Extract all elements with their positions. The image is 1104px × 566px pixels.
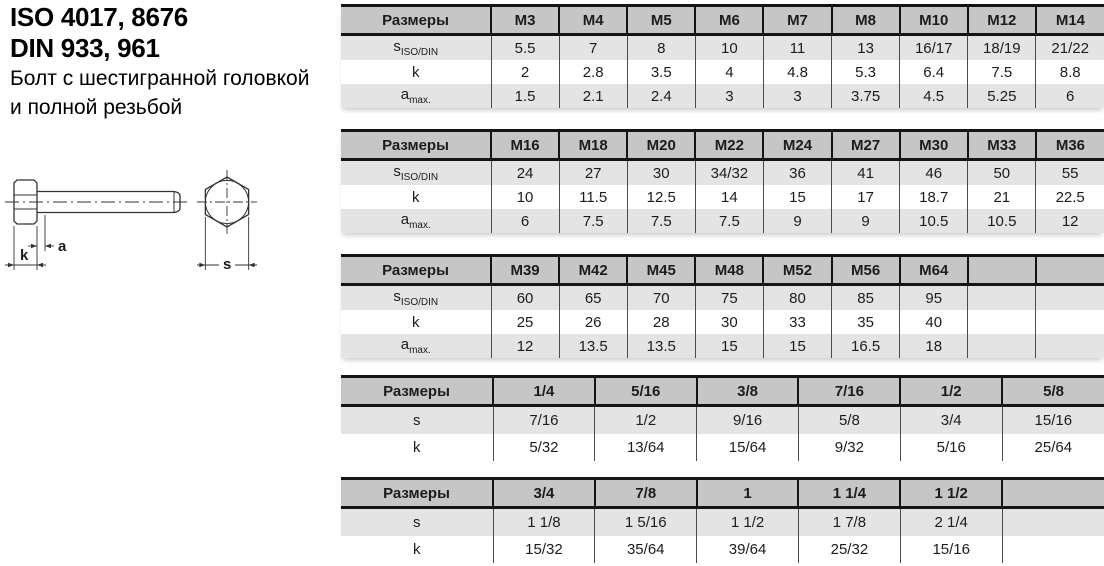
title-block <box>10 2 309 122</box>
standard-iso-title: ISO 4017, 8676 <box>10 2 188 32</box>
value-cell: 7 <box>559 35 627 61</box>
value-cell: 10.5 <box>900 209 968 233</box>
dimension-a-label: a <box>58 238 67 255</box>
size-header-cell: 1 1/2 <box>900 479 1002 508</box>
value-cell: 8 <box>627 35 695 61</box>
value-cell: 18 <box>900 334 968 358</box>
value-cell: 12.5 <box>627 185 695 209</box>
size-header-cell: M33 <box>968 131 1036 160</box>
value-cell: 5/16 <box>900 434 1002 461</box>
size-header-cell: M6 <box>695 6 763 35</box>
value-cell <box>968 285 1036 311</box>
arrowhead <box>199 263 205 268</box>
value-cell: 22.5 <box>1036 185 1104 209</box>
header-row <box>341 131 1104 160</box>
spec-row-s <box>341 406 1104 435</box>
size-header-cell: M18 <box>559 131 627 160</box>
value-cell: 2.4 <box>627 84 695 108</box>
row-label-cell: k <box>341 310 491 334</box>
value-cell: 4 <box>695 60 763 84</box>
value-cell: 9/32 <box>798 434 900 461</box>
row-label-cell: $a_{max.}$ <box>341 209 491 233</box>
value-cell: 7/16 <box>493 406 595 435</box>
table-metric-m16-m36 <box>341 129 1104 233</box>
value-cell: 15/16 <box>900 536 1002 563</box>
value-cell: 9 <box>763 209 831 233</box>
value-cell: 1 1/2 <box>697 508 799 537</box>
arrowhead <box>37 263 43 268</box>
value-cell: 2.1 <box>559 84 627 108</box>
value-cell: 2 <box>491 60 559 84</box>
value-cell: 33 <box>763 310 831 334</box>
value-cell: 46 <box>900 160 968 186</box>
value-cell: 70 <box>627 285 695 311</box>
size-header-cell: M52 <box>763 256 831 285</box>
value-cell: 1.5 <box>491 84 559 108</box>
value-cell: 16/17 <box>900 35 968 61</box>
value-cell: 1 7/8 <box>798 508 900 537</box>
value-cell: 5.25 <box>968 84 1036 108</box>
value-cell: 40 <box>900 310 968 334</box>
value-cell: 25/64 <box>1002 434 1104 461</box>
size-header-cell: M30 <box>900 131 968 160</box>
row-label-cell: k <box>341 434 493 461</box>
value-cell: 39/64 <box>697 536 799 563</box>
value-cell: 55 <box>1036 160 1104 186</box>
size-header-cell: M10 <box>900 6 968 35</box>
value-cell: 4.5 <box>900 84 968 108</box>
value-cell: 3/4 <box>900 406 1002 435</box>
row-label-cell: $s_{ISO/DIN}$ <box>341 160 491 186</box>
value-cell: 10.5 <box>968 209 1036 233</box>
value-cell: 26 <box>559 310 627 334</box>
size-header-cell <box>1036 256 1104 285</box>
bolt-side-view <box>5 180 190 224</box>
row-label-cell: k <box>341 536 493 563</box>
value-cell: 15/32 <box>493 536 595 563</box>
value-cell: 6 <box>1036 84 1104 108</box>
dimensions-header-cell: Размеры <box>341 479 493 508</box>
value-cell: 13.5 <box>559 334 627 358</box>
value-cell: 3.75 <box>832 84 900 108</box>
size-header-cell: M48 <box>695 256 763 285</box>
value-cell: 13.5 <box>627 334 695 358</box>
size-header-cell: M64 <box>900 256 968 285</box>
dimensions-header-cell: Размеры <box>341 131 491 160</box>
size-header-cell: M14 <box>1036 6 1104 35</box>
value-cell: 3 <box>695 84 763 108</box>
spec-row-k <box>341 60 1104 84</box>
header-row <box>341 377 1104 406</box>
size-header-cell: M20 <box>627 131 695 160</box>
value-cell: 4.8 <box>763 60 831 84</box>
value-cell: 65 <box>559 285 627 311</box>
row-label-cell: k <box>341 185 491 209</box>
size-header-cell: M5 <box>627 6 695 35</box>
value-cell: 34/32 <box>695 160 763 186</box>
row-label-cell: $s_{ISO/DIN}$ <box>341 285 491 311</box>
size-header-cell: M3 <box>491 6 559 35</box>
value-cell: 25/32 <box>798 536 900 563</box>
value-cell: 7.5 <box>559 209 627 233</box>
value-cell: 95 <box>900 285 968 311</box>
value-cell: 9 <box>832 209 900 233</box>
value-cell: 80 <box>763 285 831 311</box>
spec-row-a <box>341 84 1104 108</box>
size-header-cell: 5/16 <box>595 377 697 406</box>
dimension-k-label: k <box>20 247 29 264</box>
dimension-s-label: s <box>223 256 232 273</box>
size-header-cell: 5/8 <box>1002 377 1104 406</box>
size-header-cell: M56 <box>832 256 900 285</box>
value-cell: 2 1/4 <box>900 508 1002 537</box>
size-header-cell: M12 <box>968 6 1036 35</box>
spec-row-a <box>341 334 1104 358</box>
size-header-cell: 3/8 <box>697 377 799 406</box>
value-cell: 14 <box>695 185 763 209</box>
value-cell: 8.8 <box>1036 60 1104 84</box>
value-cell: 10 <box>491 185 559 209</box>
value-cell: 21 <box>968 185 1036 209</box>
size-header-cell: 1 <box>697 479 799 508</box>
value-cell: 2.8 <box>559 60 627 84</box>
value-cell: 50 <box>968 160 1036 186</box>
arrowhead <box>31 244 37 249</box>
header-row <box>341 6 1104 35</box>
value-cell: 3.5 <box>627 60 695 84</box>
bolt-head-end-view <box>197 170 257 234</box>
size-header-cell: 1 1/4 <box>798 479 900 508</box>
value-cell: 5.5 <box>491 35 559 61</box>
value-cell: 60 <box>491 285 559 311</box>
value-cell: 1 1/8 <box>493 508 595 537</box>
value-cell <box>1036 334 1104 358</box>
value-cell: 17 <box>832 185 900 209</box>
value-cell: 27 <box>559 160 627 186</box>
spec-row-s <box>341 508 1104 537</box>
size-header-cell: 1/4 <box>493 377 595 406</box>
row-label-cell: k <box>341 60 491 84</box>
size-header-cell: M7 <box>763 6 831 35</box>
value-cell <box>1036 285 1104 311</box>
bolt-technical-drawing <box>0 158 280 313</box>
row-label-cell: s <box>341 508 493 537</box>
spec-row-s <box>341 160 1104 186</box>
spec-row-k <box>341 310 1104 334</box>
spec-row-k <box>341 536 1104 563</box>
value-cell: 13 <box>832 35 900 61</box>
value-cell: 11.5 <box>559 185 627 209</box>
value-cell: 85 <box>832 285 900 311</box>
size-header-cell: M36 <box>1036 131 1104 160</box>
value-cell: 15/64 <box>697 434 799 461</box>
description-line2: и полной резьбой <box>10 96 183 119</box>
value-cell: 7.5 <box>695 209 763 233</box>
dimensions-header-cell: Размеры <box>341 6 491 35</box>
value-cell: 5/8 <box>798 406 900 435</box>
value-cell: 11 <box>763 35 831 61</box>
size-header-cell: M8 <box>832 6 900 35</box>
value-cell: 18/19 <box>968 35 1036 61</box>
size-header-cell: M27 <box>832 131 900 160</box>
size-header-cell: M24 <box>763 131 831 160</box>
value-cell: 36 <box>763 160 831 186</box>
row-label-cell: $a_{max.}$ <box>341 334 491 358</box>
dimension-k <box>5 247 46 267</box>
value-cell: 16.5 <box>832 334 900 358</box>
value-cell: 30 <box>695 310 763 334</box>
value-cell: 10 <box>695 35 763 61</box>
arrowhead <box>45 244 51 249</box>
value-cell: 5/32 <box>493 434 595 461</box>
description-line1: Болт с шестигранной головкой <box>10 67 310 90</box>
value-cell: 12 <box>1036 209 1104 233</box>
row-label-cell: $a_{max.}$ <box>341 84 491 108</box>
value-cell: 28 <box>627 310 695 334</box>
table-inch-small <box>341 375 1104 461</box>
value-cell: 1 5/16 <box>595 508 697 537</box>
value-cell: 25 <box>491 310 559 334</box>
row-label-cell: $s_{ISO/DIN}$ <box>341 35 491 61</box>
value-cell: 35/64 <box>595 536 697 563</box>
value-cell: 7.5 <box>627 209 695 233</box>
size-header-cell: 7/16 <box>798 377 900 406</box>
table-inch-large <box>341 477 1104 563</box>
value-cell: 15/16 <box>1002 406 1104 435</box>
value-cell: 7.5 <box>968 60 1036 84</box>
value-cell <box>1002 536 1104 563</box>
size-header-cell: M16 <box>491 131 559 160</box>
value-cell: 30 <box>627 160 695 186</box>
arrowhead <box>8 263 14 268</box>
size-header-cell: M39 <box>491 256 559 285</box>
value-cell: 6 <box>491 209 559 233</box>
value-cell: 3 <box>763 84 831 108</box>
arrowhead <box>249 263 255 268</box>
value-cell: 5.3 <box>832 60 900 84</box>
value-cell: 35 <box>832 310 900 334</box>
spec-row-s <box>341 35 1104 61</box>
size-header-cell: M42 <box>559 256 627 285</box>
value-cell: 18.7 <box>900 185 968 209</box>
spec-row-k <box>341 185 1104 209</box>
table-metric-m3-m14 <box>341 4 1104 108</box>
value-cell: 1/2 <box>595 406 697 435</box>
size-header-cell: M4 <box>559 6 627 35</box>
value-cell <box>1002 508 1104 537</box>
spec-row-s <box>341 285 1104 311</box>
spec-row-a <box>341 209 1104 233</box>
size-header-cell: 3/4 <box>493 479 595 508</box>
dimensions-header-cell: Размеры <box>341 377 493 406</box>
value-cell: 75 <box>695 285 763 311</box>
size-header-cell <box>1002 479 1104 508</box>
value-cell: 15 <box>763 334 831 358</box>
value-cell: 12 <box>491 334 559 358</box>
header-row <box>341 479 1104 508</box>
value-cell: 21/22 <box>1036 35 1104 61</box>
size-header-cell <box>968 256 1036 285</box>
size-header-cell: 7/8 <box>595 479 697 508</box>
size-header-cell: 1/2 <box>900 377 1002 406</box>
value-cell: 9/16 <box>697 406 799 435</box>
standard-din-title: DIN 933, 961 <box>10 33 160 63</box>
row-label-cell: s <box>341 406 493 435</box>
value-cell: 41 <box>832 160 900 186</box>
size-header-cell: M22 <box>695 131 763 160</box>
spec-row-k <box>341 434 1104 461</box>
value-cell: 13/64 <box>595 434 697 461</box>
dimensions-header-cell: Размеры <box>341 256 491 285</box>
value-cell <box>968 310 1036 334</box>
value-cell <box>968 334 1036 358</box>
value-cell <box>1036 310 1104 334</box>
value-cell: 24 <box>491 160 559 186</box>
value-cell: 15 <box>763 185 831 209</box>
size-header-cell: M45 <box>627 256 695 285</box>
value-cell: 15 <box>695 334 763 358</box>
header-row <box>341 256 1104 285</box>
table-metric-m39-m64 <box>341 254 1104 358</box>
value-cell: 6.4 <box>900 60 968 84</box>
